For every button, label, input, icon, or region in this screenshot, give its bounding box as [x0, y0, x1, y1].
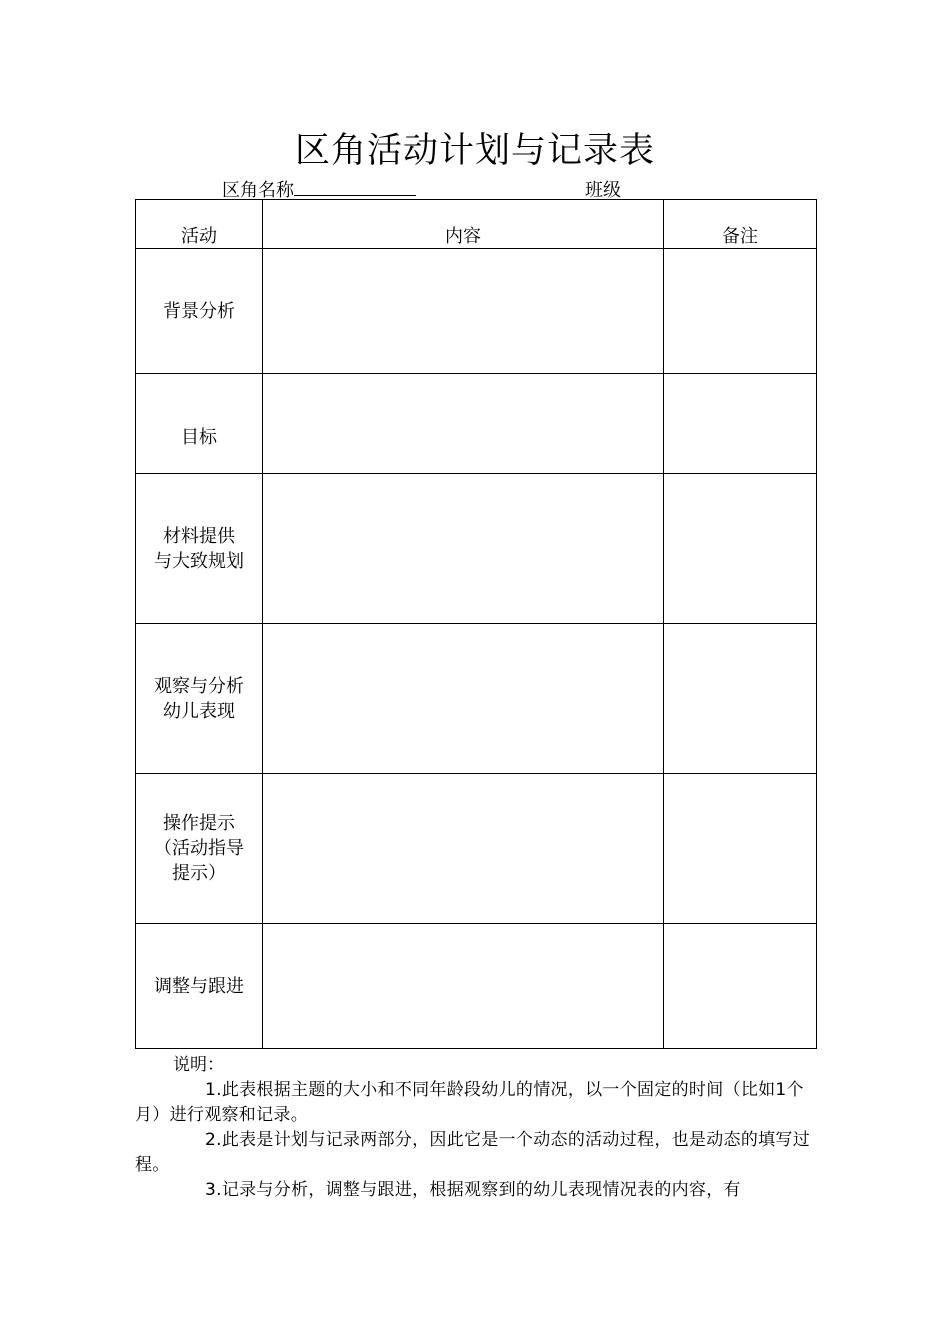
row-label-text: 观察与分析 幼儿表现: [154, 675, 244, 722]
row-label-observation: [136, 624, 263, 774]
notes-section: [135, 1053, 816, 1203]
row-label-text: 目标: [181, 427, 217, 448]
row-label-text: 材料提供 与大致规划: [154, 525, 244, 572]
content-cell[interactable]: [263, 624, 664, 774]
row-label-goals: [136, 374, 263, 474]
table-row: [136, 924, 817, 1049]
content-cell[interactable]: [263, 249, 664, 374]
corner-name-label: 区角名称: [222, 180, 294, 201]
content-cell[interactable]: [263, 374, 664, 474]
table-row: [136, 374, 817, 474]
table-row: [136, 249, 817, 374]
note-item: 1.此表根据主题的大小和不同年龄段幼儿的情况，以一个固定的时间（比如1个月）进行观察和记录。: [135, 1080, 804, 1125]
content-cell[interactable]: [263, 474, 664, 624]
page-title: 区角活动计划与记录表: [294, 131, 655, 171]
table-row: [136, 624, 817, 774]
header-fields: [0, 176, 950, 200]
remarks-cell[interactable]: [664, 624, 817, 774]
header-activity: 活动: [136, 200, 263, 249]
table-row: [136, 774, 817, 924]
row-label-adjustment: [136, 924, 263, 1049]
row-label-text: 调整与跟进: [154, 975, 244, 997]
class-label: 班级: [585, 180, 621, 201]
remarks-cell[interactable]: [664, 474, 817, 624]
row-label-operation-tips: [136, 774, 263, 924]
remarks-cell[interactable]: [664, 374, 817, 474]
remarks-cell[interactable]: [664, 774, 817, 924]
table-row: [136, 474, 817, 624]
row-label-text: 背景分析: [163, 300, 235, 322]
corner-name-blank[interactable]: [294, 177, 416, 196]
content-cell[interactable]: [263, 774, 664, 924]
plan-record-table: [135, 199, 817, 1049]
note-item: 2.此表是计划与记录两部分，因此它是一个动态的活动过程，也是动态的填写过程。: [135, 1130, 811, 1175]
remarks-cell[interactable]: [664, 924, 817, 1049]
row-label-materials: [136, 474, 263, 624]
remarks-cell[interactable]: [664, 249, 817, 374]
header-content: 内容: [263, 200, 664, 249]
note-item: 3.记录与分析，调整与跟进，根据观察到的幼儿表现情况表的内容，有: [205, 1180, 741, 1200]
row-label-text: 操作提示 （活动指导 提示）: [154, 813, 244, 884]
header-remarks: 备注: [664, 200, 817, 249]
content-cell[interactable]: [263, 924, 664, 1049]
table-header-row: [136, 200, 817, 249]
notes-heading: 说明：: [173, 1055, 224, 1075]
row-label-background: [136, 249, 263, 374]
